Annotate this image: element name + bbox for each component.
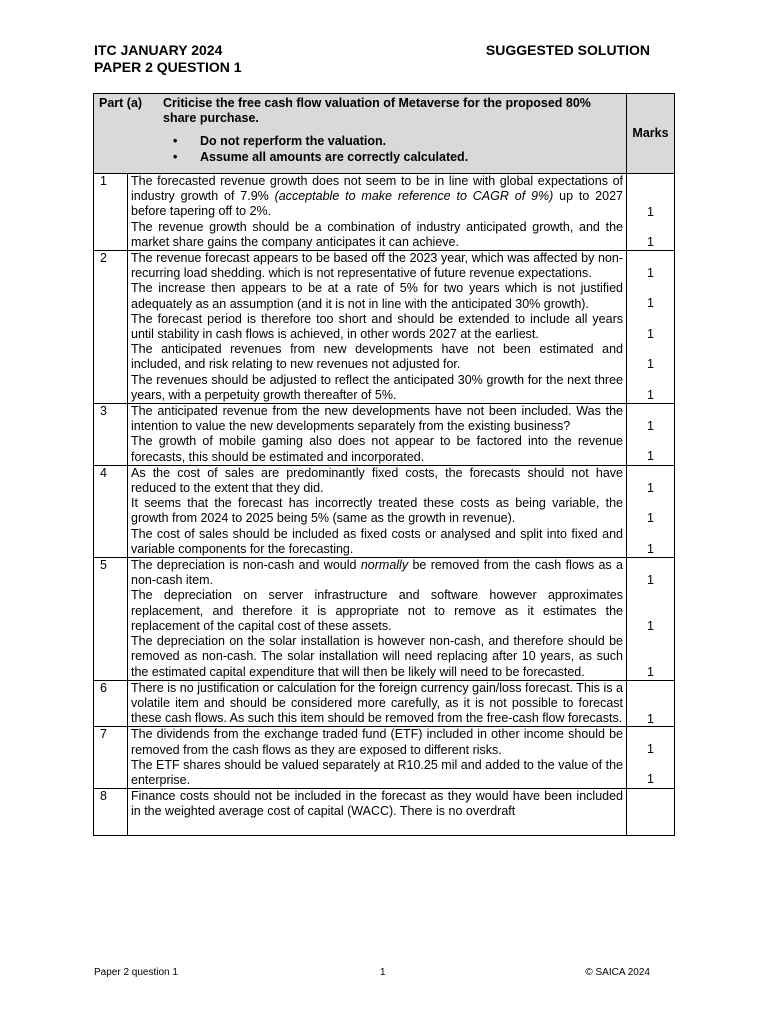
marks-cell xyxy=(627,404,675,466)
answer-point: The ETF shares should be valued separately at R10.25 mil and added to the value of the enterprise. xyxy=(131,757,623,787)
answer-point: As the cost of sales are predominantly fixed costs, the forecasts should not have reduced to the extent that they did. xyxy=(131,465,623,496)
answer-point: The increase then appears to be at a rate of 5% for two years which is not justified adequately as an assumption (and it is not in line with the anticipated 30% growth). xyxy=(131,281,623,311)
mark-value: 1 xyxy=(647,356,654,371)
row-number: 3 xyxy=(94,404,128,466)
answer-point: The anticipated revenues from new developments have not been estimated and included, and risk relating to new revenues not adjusted for. xyxy=(131,342,623,372)
mark-value: 1 xyxy=(647,295,654,310)
mark-value: 1 xyxy=(647,265,654,280)
instruction-item: • Assume all amounts are correctly calculated. xyxy=(163,150,622,165)
header-paper: PAPER 2 QUESTION 1 xyxy=(94,59,242,75)
copyright: © SAICA 2024 xyxy=(585,967,650,978)
answer-text xyxy=(128,174,627,251)
mark-value: 1 xyxy=(647,572,654,587)
marks-cell xyxy=(627,727,675,789)
page-number: 1 xyxy=(380,967,386,978)
marks-cell xyxy=(627,789,675,836)
mark-value: 1 xyxy=(647,387,654,402)
answer-point: There is no justification or calculation for the foreign currency gain/loss forecast. This is a volatile item and should be considered more carefully, as it is not possible to forecast these cash flows. As such this item should be removed from the free-cash flow forecasts. xyxy=(131,680,623,726)
mark-value: 1 xyxy=(647,742,654,757)
header-right: SUGGESTED SOLUTION xyxy=(485,42,650,58)
mark-value: 1 xyxy=(647,326,654,341)
marks-cell xyxy=(627,174,675,251)
answer-point: It seems that the forecast has incorrectly treated these costs as being variable, the growth from 2024 to 2025 being 5% (same as the growth in revenue). xyxy=(131,496,623,526)
marks-cell xyxy=(627,251,675,404)
row-number: 8 xyxy=(94,789,128,836)
answer-point: The dividends from the exchange traded fund (ETF) included in other income should be removed from the cash flows as they are exposed to different risks. xyxy=(131,727,623,757)
answer-text xyxy=(128,789,627,836)
row-number: 4 xyxy=(94,465,128,557)
answer-point: The depreciation on server infrastructure and software however approximates replacement, and therefore it is appropriate not to remove as it estimates the replacement of the capital cost of these assets. xyxy=(131,588,623,633)
solution-row xyxy=(94,680,675,727)
answer-text xyxy=(128,727,627,789)
solution-row xyxy=(94,251,675,404)
row-number: 2 xyxy=(94,251,128,404)
answer-point: The revenues should be adjusted to reflect the anticipated 30% growth for the next three years, with a perpetuity growth thereafter of 5%. xyxy=(131,372,623,402)
marks-cell xyxy=(627,465,675,557)
answer-point: The growth of mobile gaming also does not appear to be factored into the revenue forecasts, this should be estimated and incorporated. xyxy=(131,434,623,464)
answer-text xyxy=(128,558,627,681)
header-exam: ITC JANUARY 2024 xyxy=(94,42,223,58)
mark-value: 1 xyxy=(647,510,654,525)
instruction-item: • Do not reperform the valuation. xyxy=(163,134,622,149)
answer-text xyxy=(128,251,627,404)
row-number: 1 xyxy=(94,174,128,251)
row-number: 7 xyxy=(94,727,128,789)
part-label: Part (a) xyxy=(99,96,143,110)
answer-text xyxy=(128,404,627,466)
row-number: 6 xyxy=(94,680,128,727)
mark-value: 1 xyxy=(647,711,654,726)
answer-point: The depreciation is non-cash and would normally be removed from the cash flows as a non-cash item. xyxy=(131,558,624,588)
solution-row xyxy=(94,174,675,251)
mark-value: 1 xyxy=(647,234,654,249)
table-head-row xyxy=(94,94,675,174)
answer-text xyxy=(128,680,627,727)
mark-value: 1 xyxy=(647,541,654,556)
solution-row xyxy=(94,465,675,557)
footer-left: Paper 2 question 1 xyxy=(94,967,178,978)
header-left xyxy=(94,42,242,76)
solution-row xyxy=(94,789,675,836)
answer-point: The forecasted revenue growth does not seem to be in line with global expectations of industry growth of 7.9% (acceptable to make reference to CAGR of 9%) up to 2027 before tapering off to 2%. xyxy=(131,174,623,219)
instruction-list xyxy=(163,134,622,164)
answer-point: The revenue growth should be a combination of industry anticipated growth, and the market share gains the company anticipates it can achieve. xyxy=(131,219,623,249)
mark-value: 1 xyxy=(647,664,654,679)
answer-point: The cost of sales should be included as fixed costs or analysed and split into fixed and variable components for the forecasting. xyxy=(131,526,623,556)
answer-point: Finance costs should not be included in the forecast as they would have been included in the weighted average cost of capital (WACC). There is no overdraft xyxy=(131,789,623,819)
mark-value: 1 xyxy=(647,772,654,787)
answer-point: The anticipated revenue from the new developments have not been included. Was the intention to value the new developments separately from the existing business? xyxy=(131,404,623,434)
answer-point: The revenue forecast appears to be based off the 2023 year, which was affected by non-recurring load shedding. which is not representative of future revenue expectations. xyxy=(131,251,623,281)
answer-point: The depreciation on the solar installation is however non-cash, and therefore should be removed as non-cash. The solar installation will need replacing after 10 years, as such the estimated capital expenditure that will then be likely will need to be forecasted. xyxy=(131,634,623,679)
question-text: Criticise the free cash flow valuation of Metaverse for the proposed 80% share purchase. xyxy=(163,96,591,126)
marks-cell xyxy=(627,558,675,681)
solution-row xyxy=(94,727,675,789)
marks-header: Marks xyxy=(627,94,675,174)
mark-value: 1 xyxy=(647,418,654,433)
marks-cell xyxy=(627,680,675,727)
solution-row xyxy=(94,404,675,466)
solution-table xyxy=(93,93,675,836)
answer-text xyxy=(128,465,627,557)
solution-row xyxy=(94,558,675,681)
mark-value: 1 xyxy=(647,448,654,463)
answer-point: The forecast period is therefore too short and should be extended to include all years until stability in cash flows is achieved, in other words 2027 at the earliest. xyxy=(131,311,623,342)
row-number: 5 xyxy=(94,558,128,681)
mark-value: 1 xyxy=(647,480,654,495)
mark-value: 1 xyxy=(647,618,654,633)
mark-value: 1 xyxy=(647,204,654,219)
question-cell xyxy=(94,94,627,174)
